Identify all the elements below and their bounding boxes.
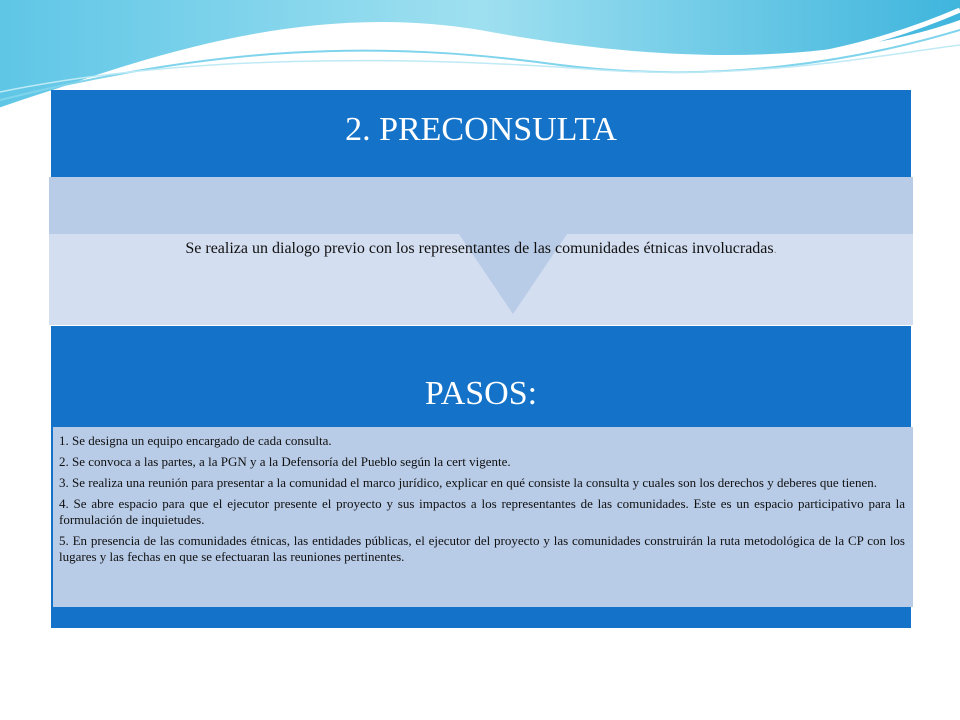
description-band [49, 177, 913, 234]
step-item: 4. Se abre espacio para que el ejecutor presente el proyecto y sus impactos a los representantes de las comunidades. Este es un espacio participativo para la formulación de inquietudes. [59, 496, 905, 527]
slide-title: 2. PRECONSULTA [345, 111, 617, 148]
step-item: 1. Se designa un equipo encargado de cada consulta. [59, 433, 332, 448]
title-block [51, 90, 911, 190]
description-text [49, 239, 913, 259]
section-heading: PASOS: [424, 375, 538, 412]
step-item: 3. Se realiza una reunión para presentar a la comunidad el marco jurídico, explicar en qué consiste la consulta y cuales son los derechos y deberes que tienen. [59, 475, 877, 490]
step-item: 2. Se convoca a las partes, a la PGN y a la Defensoría del Pueblo según la cert vigente. [59, 454, 511, 469]
description-main: Se realiza un dialogo previo con los representantes de las comunidades étnicas involucradas [185, 240, 774, 257]
step-item: 5. En presencia de las comunidades étnicas, las entidades públicas, el ejecutor del proyecto y las comunidades construirán la ruta metodológica de la CP con los lugares y las fechas en que se efectuaran las reuniones pertinentes. [59, 533, 905, 564]
steps-list [53, 427, 913, 607]
description-box [49, 177, 913, 325]
description-end: . [773, 242, 777, 256]
